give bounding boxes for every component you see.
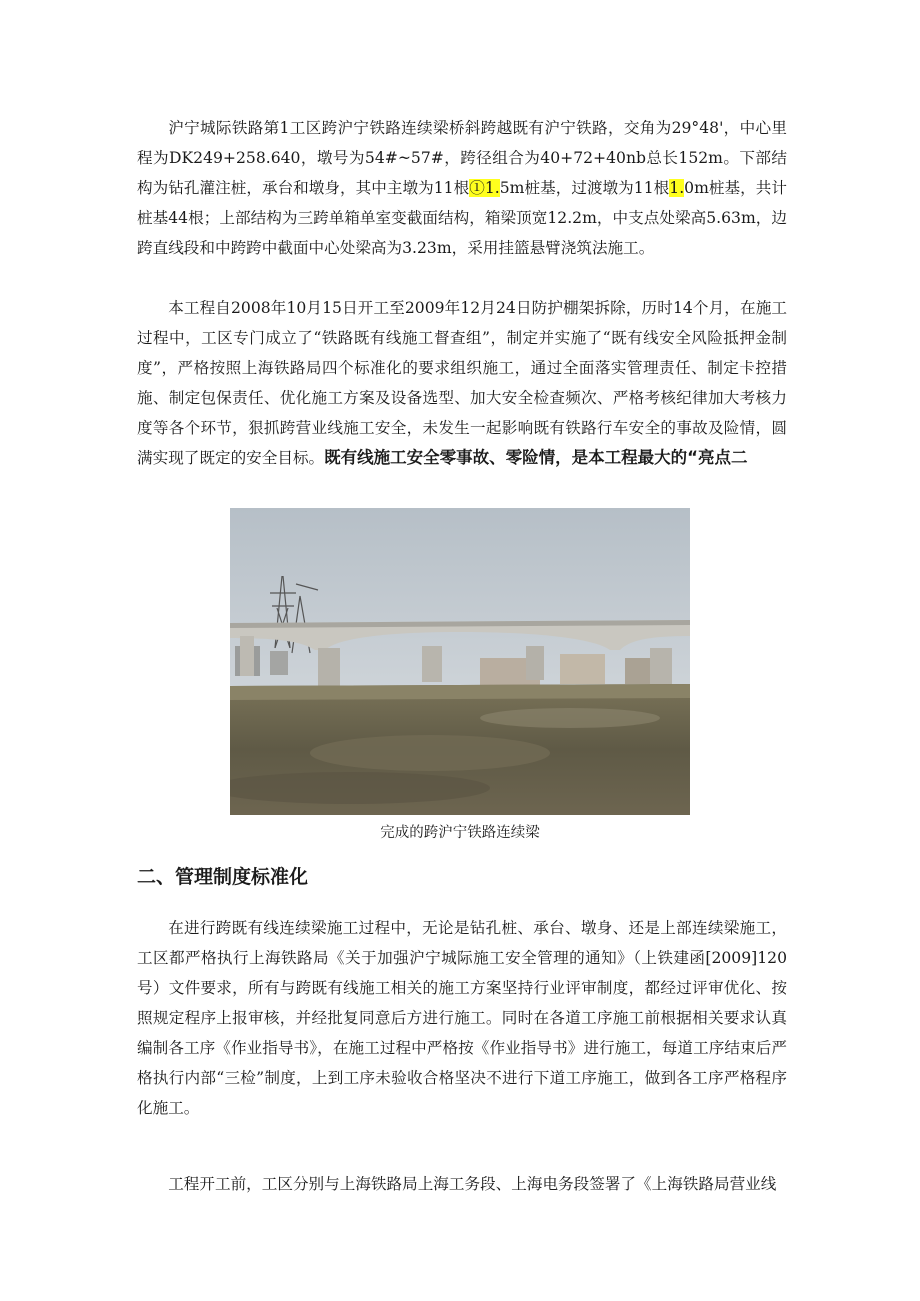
- paragraph-agreement: [137, 1169, 787, 1199]
- p2-text: 本工程自2008年10月15日开工至2009年12月24日防护棚架拆除，历时14个月，在施工过程中，工区专门成立了“铁路既有线施工督查组”，制定并实施了“既有线安全风险抵押金制度”，严格按照上海铁路局四个标准化的要求组织施工，通过全面落实管理责任、制定卡控措施、制定包保责任、优化施工方案及设备选型、加大安全检查频次、严格考核纪律加大考核力度等各个环节，狠抓跨营业线施工安全，未发生一起影响既有铁路行车安全的事故及险情，圆满实现了既定的安全目标。: [137, 299, 787, 467]
- p1-text-c: 0m桩基，共计桩基44根；上部结构为三跨单箱单室变截面结构，箱梁顶宽12.2m，中支点处梁高5.63m，边跨直线段和中跨跨中截面中心处梁高为3.23m，采用挂篮悬臂浇筑法施工。: [137, 179, 787, 257]
- bridge-photo: [230, 508, 690, 815]
- p4-text: 工程开工前，工区分别与上海铁路局上海工务段、上海电务段签署了《上海铁路局营业线: [168, 1175, 777, 1193]
- p1-text-b: 5m桩基，过渡墩为11根: [499, 179, 670, 197]
- paragraph-bridge-overview: [137, 113, 787, 263]
- photo-caption: 完成的跨沪宁铁路连续梁: [380, 825, 540, 841]
- p3-text: 在进行跨既有线连续梁施工过程中，无论是钻孔桩、承台、墩身、还是上部连续梁施工，工区都严格执行上海铁路局《关于加强沪宁城际施工安全管理的通知》（上铁建函[2009]120号）文件要求，所有与跨既有线施工相关的施工方案坚持行业评审制度，都经过评审优化、按照规定程序上报审核，并经批复同意后方进行施工。同时在各道工序施工前根据相关要求认真编制各工序《作业指导书》，在施工过程中严格按《作业指导书》进行施工，每道工序结束后严格执行内部“三检”制度，上到工序未验收合格坚决不进行下道工序施工，做到各工序严格程序化施工。: [137, 919, 787, 1117]
- p1-text-a: 沪宁城际铁路第1工区跨沪宁铁路连续梁桥斜跨越既有沪宁铁路，交角为29°48'，中心里程为DK249+258.640，墩号为54#~57#，跨径组合为40+72+40nb总长152m。下部结构为钻孔灌注桩，承台和墩身，其中主墩为11根: [137, 119, 787, 197]
- highlight-2: 1.: [669, 179, 685, 197]
- p2-bold-highlight: 既有线施工安全零事故、零险情，是本工程最大的“亮点二: [324, 448, 748, 467]
- paragraph-safety-record: [137, 293, 787, 473]
- paragraph-management-procedure: [137, 913, 787, 1123]
- section-heading: 二、管理制度标准化: [137, 866, 309, 888]
- highlight-1: ①1.: [469, 179, 500, 197]
